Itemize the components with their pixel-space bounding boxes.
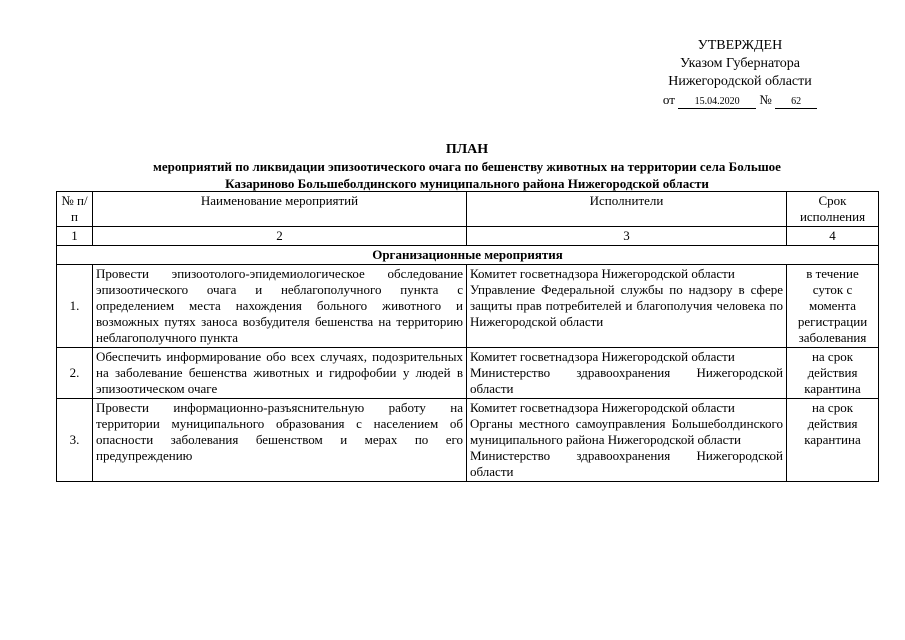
table-header-row bbox=[57, 192, 879, 227]
approval-date-line bbox=[625, 91, 855, 109]
approval-stamp bbox=[625, 37, 855, 109]
column-number-row bbox=[57, 227, 879, 246]
plan-table bbox=[56, 191, 879, 482]
approval-number: 62 bbox=[775, 96, 817, 109]
col-number: 4 bbox=[787, 227, 879, 246]
approval-region: Нижегородской области bbox=[668, 74, 812, 89]
row-action: Обеспечить информирование обо всех случаях, подозрительных на заболевание бешенства животных и гидрофобии у людей в эпизоотическом очаге bbox=[93, 348, 467, 399]
col-number: 3 bbox=[467, 227, 787, 246]
approval-number-label: № bbox=[759, 92, 772, 107]
executor: Комитет госветнадзора Нижегородской области bbox=[470, 266, 735, 281]
row-action: Провести эпизоотолого-эпидемиологическое обследование эпизоотического очага и неблагополучного пункта с определением места нахождения больного животного и возможных путях заноса возбудителя бешенства на территорию неблагополучного пункта bbox=[93, 265, 467, 348]
row-executors bbox=[467, 348, 787, 399]
section-title: Организационные мероприятия bbox=[57, 246, 879, 265]
header-action: Наименование мероприятий bbox=[93, 192, 467, 227]
header-term: Срок исполнения bbox=[787, 192, 879, 227]
approval-decree: Указом Губернатора bbox=[679, 56, 801, 71]
row-term: на срок действия карантина bbox=[787, 348, 879, 399]
row-term: в течение суток с момента регистрации заболевания bbox=[787, 265, 879, 348]
col-number: 2 bbox=[93, 227, 467, 246]
col-number: 1 bbox=[57, 227, 93, 246]
table-row bbox=[57, 399, 879, 482]
row-executors bbox=[467, 265, 787, 348]
executor: Министерство здравоохранения Нижегородской области bbox=[470, 448, 783, 479]
table-row bbox=[57, 348, 879, 399]
executor: Органы местного самоуправления Большеболдинского муниципального района Нижегородской области bbox=[470, 416, 783, 447]
title-line-2: Казариново Большеболдинского муниципального района Нижегородской области bbox=[225, 176, 709, 191]
table-row bbox=[57, 265, 879, 348]
title-line-1: мероприятий по ликвидации эпизоотического очага по бешенству животных на территории села Большое bbox=[153, 159, 781, 174]
row-number: 3. bbox=[57, 399, 93, 482]
executor: Комитет госветнадзора Нижегородской области bbox=[470, 400, 735, 415]
approval-from-label: от bbox=[662, 92, 675, 107]
approval-title: УТВЕРЖДЕН bbox=[697, 38, 783, 53]
executor: Министерство здравоохранения Нижегородской области bbox=[470, 365, 783, 396]
approval-date: 15.04.2020 bbox=[678, 96, 756, 109]
section-row bbox=[57, 246, 879, 265]
row-action: Провести информационно-разъяснительную работу на территории муниципального образования с населением об опасности заболевания бешенством и мерах по его предупреждению bbox=[93, 399, 467, 482]
document-title bbox=[56, 141, 878, 192]
title-main: ПЛАН bbox=[445, 142, 489, 157]
executor: Комитет госветнадзора Нижегородской области bbox=[470, 349, 735, 364]
executor: Управление Федеральной службы по надзору в сфере защиты прав потребителей и благополучия человека по Нижегородской области bbox=[470, 282, 783, 329]
row-term: на срок действия карантина bbox=[787, 399, 879, 482]
row-number: 2. bbox=[57, 348, 93, 399]
header-executors: Исполнители bbox=[467, 192, 787, 227]
row-number: 1. bbox=[57, 265, 93, 348]
row-executors bbox=[467, 399, 787, 482]
header-num: № п/п bbox=[57, 192, 93, 227]
